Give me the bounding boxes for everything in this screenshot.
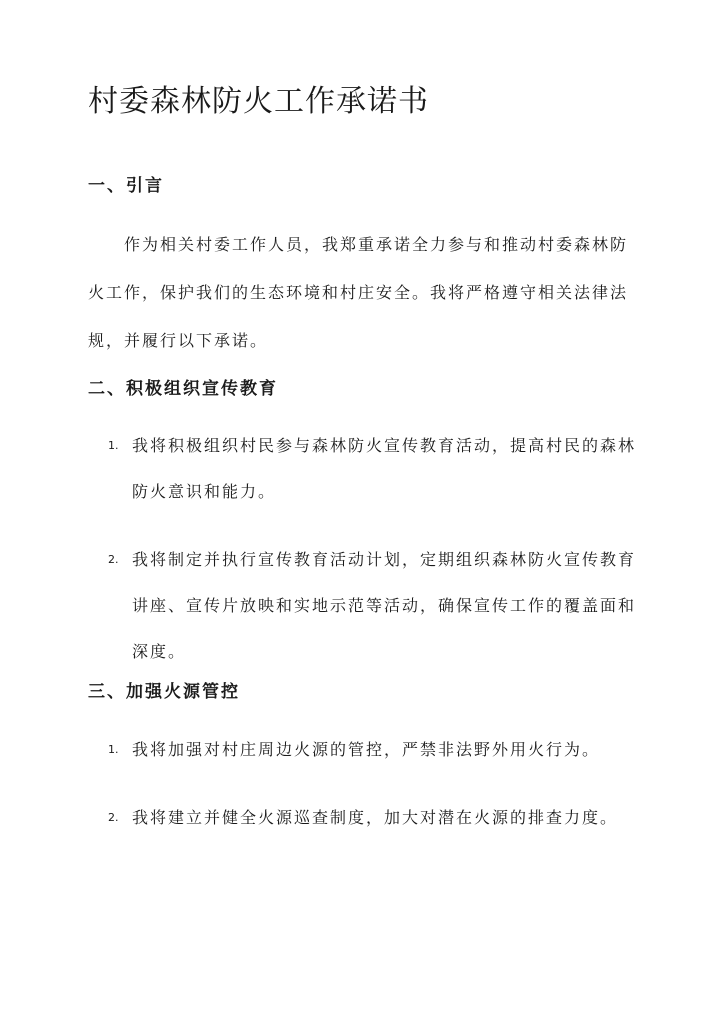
document-title: 村委森林防火工作承诺书 — [88, 84, 429, 119]
section-heading-fire-source-control: 三、加强火源管控 — [88, 682, 240, 702]
list-item — [88, 423, 636, 515]
list-item — [88, 795, 636, 841]
list-item-number: 1. — [108, 743, 119, 756]
list-item-text: 我将制定并执行宣传教育活动计划，定期组织森林防火宣传教育讲座、宣传片放映和实地示范等活动，确保宣传工作的覆盖面和深度。 — [132, 550, 637, 661]
list-item-number: 1. — [108, 439, 119, 452]
section-heading-introduction: 一、引言 — [88, 176, 164, 196]
list-item-text: 我将建立并健全火源巡查制度，加大对潜在火源的排查力度。 — [132, 808, 619, 827]
fire-source-control-list — [88, 727, 636, 841]
section-heading-publicity-education: 二、积极组织宣传教育 — [88, 379, 278, 399]
list-item-text: 我将加强对村庄周边火源的管控，严禁非法野外用火行为。 — [132, 740, 601, 759]
publicity-education-list — [88, 423, 636, 675]
list-item-number: 2. — [108, 811, 119, 824]
list-item-text: 我将积极组织村民参与森林防火宣传教育活动，提高村民的森林防火意识和能力。 — [132, 436, 637, 501]
list-item — [88, 537, 636, 675]
introduction-paragraph: 作为相关村委工作人员，我郑重承诺全力参与和推动村委森林防火工作，保护我们的生态环境和村庄安全。我将严格遵守相关法律法规，并履行以下承诺。 — [88, 235, 629, 350]
list-item — [88, 727, 636, 773]
list-item-number: 2. — [108, 553, 119, 566]
